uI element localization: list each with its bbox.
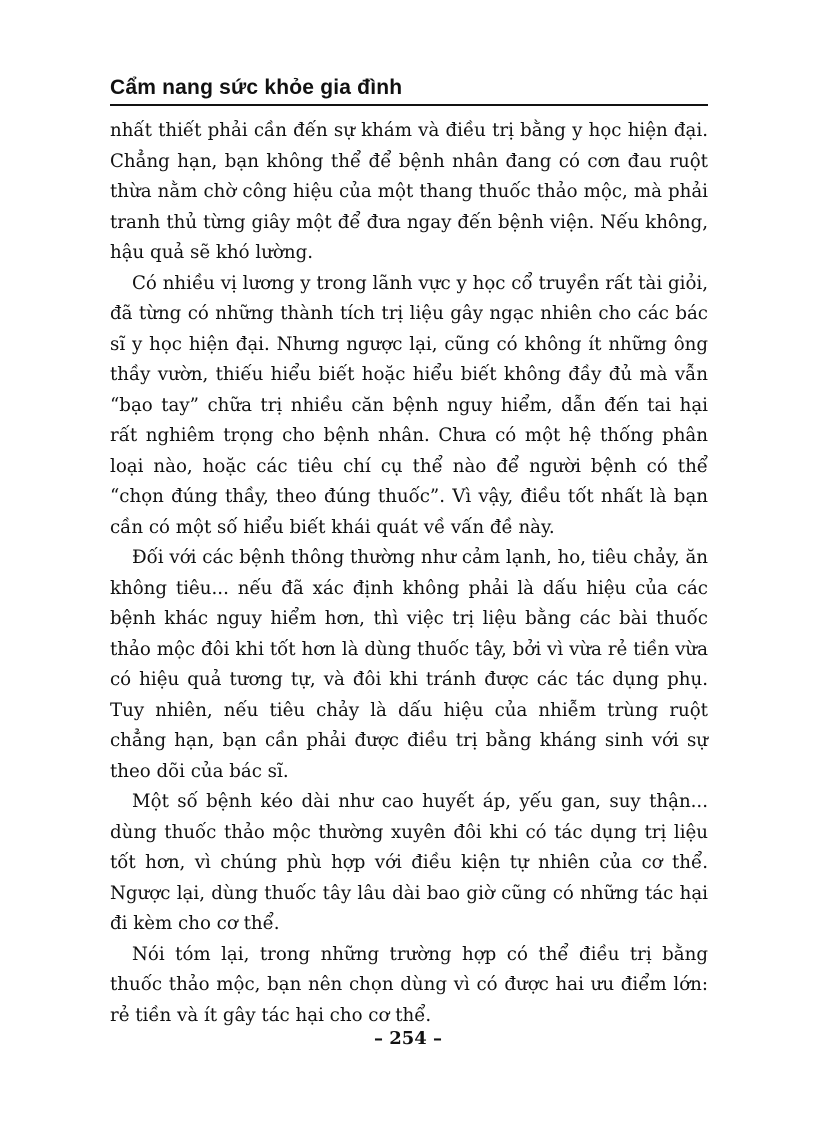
book-title: Cẩm nang sức khỏe gia đình (110, 76, 403, 99)
paragraph-chronic-illnesses: Một số bệnh kéo dài như cao huyết áp, yếu gan, suy thận... dùng thuốc thảo mộc thường xuyên đôi khi có tác dụng trị liệu tốt hơn, vì chúng phù hợp với điều kiện tự nhiên của cơ thể. Ngược lại, dùng thuốc tây lâu dài bao giờ cũng có những tác hại đi kèm cho cơ thể. (110, 791, 708, 934)
paragraph-common-illnesses: Đối với các bệnh thông thường như cảm lạnh, ho, tiêu chảy, ăn không tiêu... nếu đã xác định không phải là dấu hiệu của các bệnh khác nguy hiểm hơn, thì việc trị liệu bằng các bài thuốc thảo mộc đôi khi tốt hơn là dùng thuốc tây, bởi vì vừa rẻ tiền vừa có hiệu quả tương tự, và đôi khi tránh được các tác dụng phụ. Tuy nhiên, nếu tiêu chảy là dấu hiệu của nhiễm trùng ruột chẳng hạn, bạn cần phải được điều trị bằng kháng sinh với sự theo dõi của bác sĩ. (110, 547, 708, 782)
page-number: – 254 – (373, 1028, 443, 1049)
paragraph-continuation: nhất thiết phải cần đến sự khám và điều trị bằng y học hiện đại. Chẳng hạn, bạn không thể để bệnh nhân đang có cơn đau ruột thừa nằm chờ công hiệu của một thang thuốc thảo mộc, mà phải tranh thủ từng giây một để đưa ngay đến bệnh viện. Nếu không, hậu quả sẽ khó lường. (110, 120, 708, 263)
paragraph-conclusion: Nói tóm lại, trong những trường hợp có thể điều trị bằng thuốc thảo mộc, bạn nên chọn dùng vì có được hai ưu điểm lớn: rẻ tiền và ít gây tác hại cho cơ thể. (110, 943, 708, 1026)
paragraph-traditional-healers: Có nhiều vị lương y trong lãnh vực y học cổ truyền rất tài giỏi, đã từng có những thành tích trị liệu gây ngạc nhiên cho các bác sĩ y học hiện đại. Nhưng ngược lại, cũng có không ít những ông thầy vườn, thiếu hiểu biết hoặc hiểu biết không đầy đủ mà vẫn “bạo tay” chữa trị nhiều căn bệnh nguy hiểm, dẫn đến tai hại rất nghiêm trọng cho bệnh nhân. Chưa có một hệ thống phân loại nào, hoặc các tiêu chí cụ thể nào để người bệnh có thể “chọn đúng thầy, theo đúng thuốc”. Vì vậy, điều tốt nhất là bạn cần có một số hiểu biết khái quát về vấn đề này. (110, 272, 708, 538)
running-header (110, 72, 708, 106)
page-body (110, 116, 708, 1031)
